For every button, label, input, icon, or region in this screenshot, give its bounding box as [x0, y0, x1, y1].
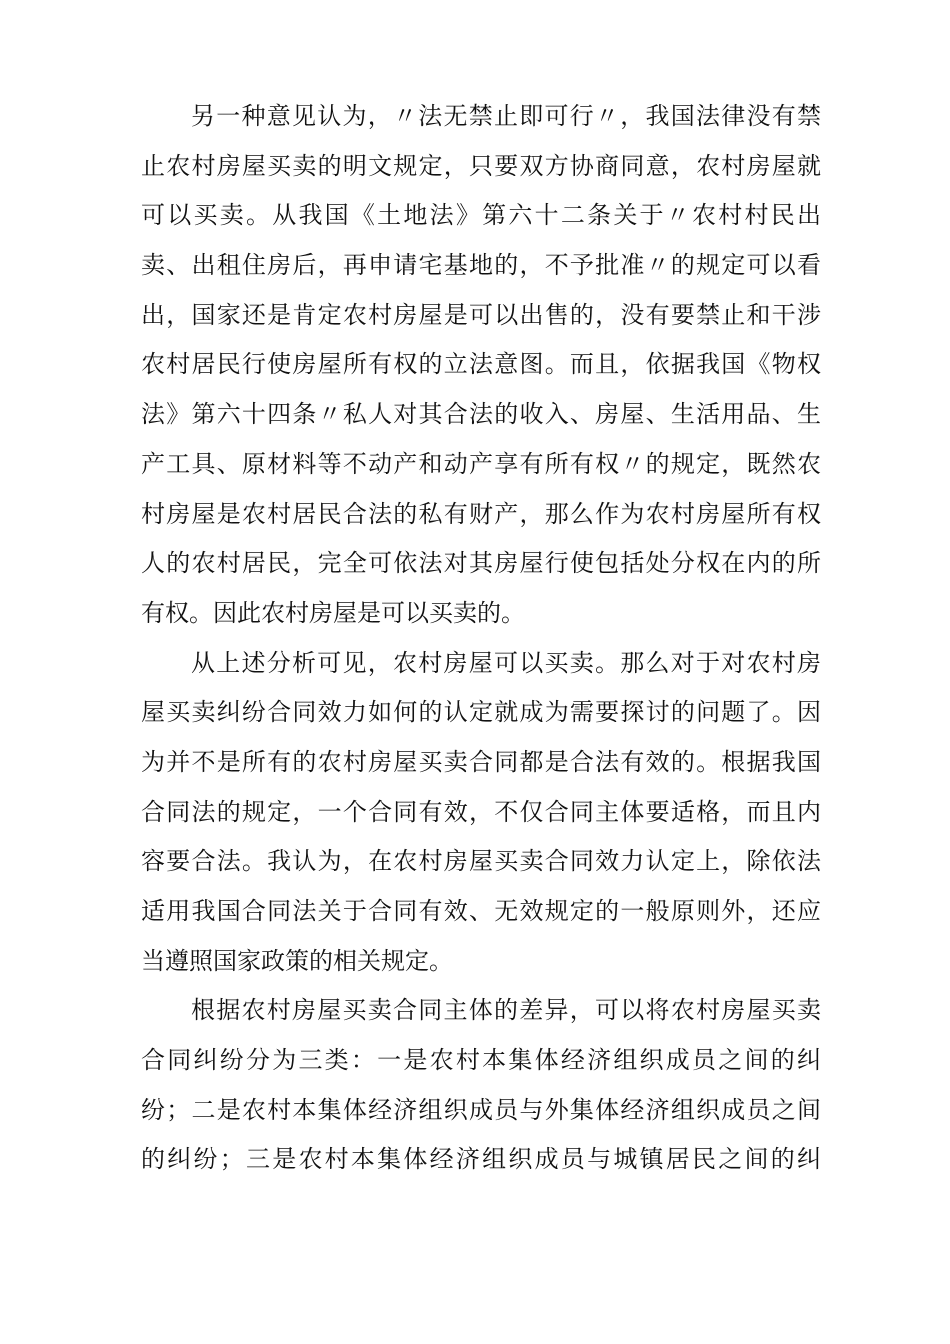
text-line: 卖、出租住房后，再申请宅基地的，不予批准〃的规定可以看 [141, 251, 821, 280]
text-line: 合同法的规定，一个合同有效，不仅合同主体要适格，而且内 [141, 797, 821, 826]
text-line: 合同纠纷分为三类：一是农村本集体经济组织成员之间的纠 [141, 1046, 821, 1075]
text-line: 人的农村居民，完全可依法对其房屋行使包括处分权在内的所 [141, 549, 821, 578]
text-line: 法》第六十四条〃私人对其合法的收入、房屋、生活用品、生 [141, 400, 821, 429]
text-line: 从上述分析可见，农村房屋可以买卖。那么对于对农村房 [191, 648, 821, 677]
text-line: 适用我国合同法关于合同有效、无效规定的一般原则外，还应 [141, 897, 821, 925]
text-line: 止农村房屋买卖的明文规定，只要双方协商同意，农村房屋就 [141, 151, 821, 180]
text-line: 纷；二是农村本集体经济组织成员与外集体经济组织成员之间 [141, 1095, 821, 1124]
text-line: 根据农村房屋买卖合同主体的差异，可以将农村房屋买卖 [191, 996, 821, 1025]
text-line: 当遵照国家政策的相关规定。 [141, 946, 453, 975]
body-text [141, 92, 821, 1185]
text-line: 可以买卖。从我国《土地法》第六十二条关于〃农村村民出 [141, 201, 821, 230]
text-line: 农村居民行使房屋所有权的立法意图。而且，依据我国《物权 [141, 350, 821, 379]
paragraph-3 [141, 986, 821, 1185]
text-line: 产工具、原材料等不动产和动产享有所有权〃的规定，既然农 [141, 449, 821, 478]
text-line: 另一种意见认为，〃法无禁止即可行〃，我国法律没有禁 [191, 102, 821, 130]
text-line: 的纠纷；三是农村本集体经济组织成员与城镇居民之间的纠 [141, 1145, 821, 1174]
text-line: 出，国家还是肯定农村房屋是可以出售的，没有要禁止和干涉 [141, 300, 821, 329]
text-line: 容要合法。我认为，在农村房屋买卖合同效力认定上，除依法 [141, 847, 821, 876]
paragraph-1 [141, 92, 821, 639]
text-line: 有权。因此农村房屋是可以买卖的。 [141, 598, 525, 627]
text-line: 屋买卖纠纷合同效力如何的认定就成为需要探讨的问题了。因 [141, 698, 821, 727]
text-line: 为并不是所有的农村房屋买卖合同都是合法有效的。根据我国 [141, 747, 821, 776]
text-line: 村房屋是农村居民合法的私有财产，那么作为农村房屋所有权 [141, 499, 821, 528]
paragraph-2 [141, 639, 821, 987]
